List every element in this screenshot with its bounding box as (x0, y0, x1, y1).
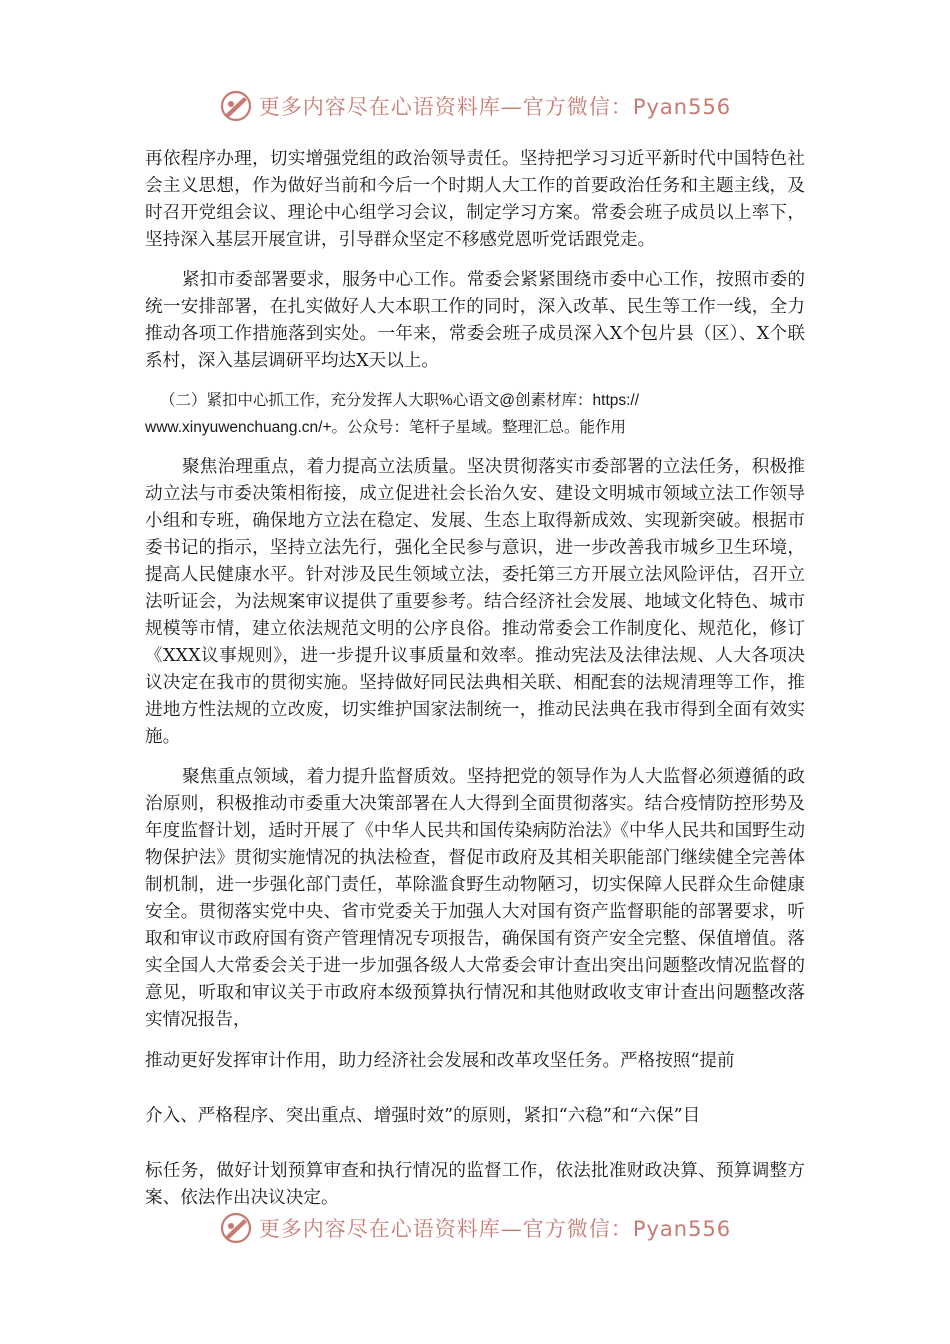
header-watermark (0, 86, 950, 126)
watermark-wechat-id: Pyan556 (632, 95, 732, 119)
section-subheading (145, 387, 805, 441)
paragraph-1: 再依程序办理，切实增强党组的政治领导责任。坚持把学习习近平新时代中国特色社会主义思想，作为做好当前和今后一个时期人大工作的首要政治任务和主题主线，及时召开党组会议、理论中心组学习会议，制定学习方案。常委会班子成员以上率下，坚持深入基层开展宣讲，引导群众坚定不移感党恩听党话跟党走。 (145, 149, 805, 250)
pen-logo-icon (219, 1211, 253, 1245)
paragraph-3: 聚焦治理重点，着力提高立法质量。坚决贯彻落实市委部署的立法任务，积极推动立法与市委决策相衔接，成立促进社会长治久安、建设文明城市领域立法工作领导小组和专班，确保地方立法在稳定、发展、生态上取得新成效、实现新突破。根据市委书记的指示，坚持立法先行，强化全民参与意识，进一步改善我市城乡卫生环境，提高人民健康水平。针对涉及民生领域立法，委托第三方开展立法风险评估，召开立法听证会，为法规案审议提供了重要参考。结合经济社会发展、地域文化特色、城市规模等市情，建立依法规范文明的公序良俗。推动常委会工作制度化、规范化，修订《XXX议事规则》，进一步提升议事质量和效率。推动宪法及法律法规、人大各项决议决定在我市的贯彻实施。坚持做好同民法典相关联、相配套的法规清理等工作，推进地方性法规的立改废，切实维护国家法制统一，推动民法典在我市得到全面有效实施。 (145, 457, 805, 747)
paragraph-4: 聚焦重点领域，着力提升监督质效。坚持把党的领导作为人大监督必须遵循的政治原则，积极推动市委重大决策部署在人大得到全面贯彻落实。结合疫情防控形势及年度监督计划，适时开展了《中华人民共和国传染病防治法》《中华人民共和国野生动物保护法》贯彻实施情况的执法检查，督促市政府及其相关职能部门继续健全完善体制机制，进一步强化部门责任，革除滥食野生动物陋习，切实保障人民群众生命健康安全。贯彻落实党中央、省市党委关于加强人大对国有资产监督职能的部署要求，听取和审议市政府国有资产管理情况专项报告，确保国有资产安全完整、保值增值。落实全国人大常委会关于进一步加强各级人大常委会审计查出突出问题整改情况监督的意见，听取和审议关于市政府本级预算执行情况和其他财政收支审计查出问题整改落实情况报告， (145, 767, 805, 1030)
document-body (145, 146, 805, 1212)
watermark-text: 更多内容尽在心语资料库—官方微信： (258, 1217, 633, 1241)
paragraph-4-line-b: 介入、严格程序、突出重点、增强时效”的原则，紧扣“六稳”和“六保”目 (145, 1106, 701, 1126)
watermark-wechat-id: Pyan556 (632, 1217, 732, 1241)
subheading-line-1: （二）紧扣中心抓工作，充分发挥人大职%心语文@创素材库：https:// (160, 392, 640, 409)
paragraph-4-line-a: 推动更好发挥审计作用，助力经济社会发展和改革攻坚任务。严格按照“提前 (145, 1051, 735, 1071)
subheading-line-2: www.xinyuwenchuang.cn/+。公众号：笔杆子星域。整理汇总。能作用 (145, 419, 627, 436)
pen-logo-icon (219, 89, 253, 123)
paragraph-2: 紧扣市委部署要求，服务中心工作。常委会紧紧围绕市委中心工作，按照市委的统一安排部署，在扎实做好人大本职工作的同时，深入改革、民生等工作一线，全力推动各项工作措施落到实处。一年来，常委会班子成员深入X个包片县（区）、X个联系村，深入基层调研平均达X天以上。 (145, 270, 805, 371)
paragraph-4-line-c: 标任务，做好计划预算审查和执行情况的监督工作，依法批准财政决算、预算调整方案、依法作出决议决定。 (145, 1161, 805, 1208)
footer-watermark (0, 1208, 950, 1248)
watermark-text: 更多内容尽在心语资料库—官方微信： (258, 95, 633, 119)
